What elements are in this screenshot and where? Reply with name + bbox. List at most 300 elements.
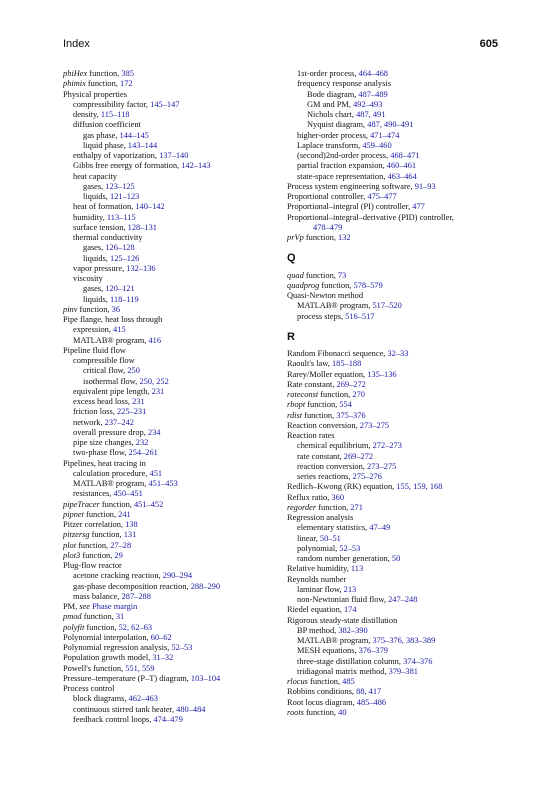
- entry-term: frequency response analysis: [297, 79, 391, 89]
- page-reference-link[interactable]: 132–136: [126, 263, 156, 273]
- index-entry: [63, 653, 275, 663]
- entry-term-suffix: function,: [76, 540, 111, 550]
- page-reference-link[interactable]: 113: [350, 564, 364, 574]
- entry-term-suffix: function,: [99, 499, 134, 509]
- page-reference-link[interactable]: 269–272: [343, 451, 374, 461]
- index-subentry: [63, 120, 275, 130]
- entry-term: pmod: [63, 612, 82, 622]
- index-entry: [287, 431, 502, 441]
- index-subentry: [63, 715, 275, 725]
- entry-term-suffix: function,: [303, 233, 338, 242]
- entry-term: roots: [287, 707, 304, 717]
- entry-term: Gibbs free energy of formation,: [73, 161, 182, 171]
- index-subentry: [287, 636, 502, 646]
- page-reference-link[interactable]: 551, 559: [125, 663, 155, 673]
- page-reference-link[interactable]: 125–126: [110, 253, 140, 263]
- entry-term: prVp: [287, 233, 304, 242]
- page-reference-link[interactable]: 213: [343, 584, 357, 594]
- index-subentry: [63, 192, 275, 202]
- index-entry: [63, 684, 275, 694]
- index-subentry: [287, 452, 502, 462]
- page-reference-link[interactable]: 516–517: [345, 311, 375, 321]
- index-subentry: [287, 554, 502, 564]
- page-reference-link[interactable]: 269–272: [336, 379, 366, 389]
- index-subentry: [63, 694, 275, 704]
- page-reference-link[interactable]: 517–520: [372, 301, 402, 311]
- entry-term: MATLAB® program,: [297, 636, 373, 645]
- page-reference-link[interactable]: 172: [120, 79, 133, 89]
- index-entry: [63, 79, 275, 89]
- page-reference-link[interactable]: 52–53: [171, 643, 193, 652]
- page-reference-link[interactable]: 451: [149, 468, 163, 478]
- entry-term-suffix: function,: [303, 707, 339, 717]
- page-reference-link[interactable]: 247–248: [388, 595, 418, 604]
- entry-term: linear,: [297, 533, 320, 543]
- index-subentry: [287, 626, 502, 636]
- entry-term: reaction conversion,: [297, 461, 367, 471]
- page-reference-link[interactable]: 254–261: [128, 448, 158, 458]
- running-title: Index: [63, 38, 90, 50]
- see-reference-link[interactable]: Phase margin: [92, 602, 138, 611]
- page-reference-link[interactable]: 155, 159, 168: [396, 482, 443, 492]
- entry-term: liquid phase,: [83, 140, 128, 150]
- page-reference-link[interactable]: 492–493: [353, 99, 383, 109]
- index-subentry: [63, 202, 275, 212]
- index-entry: [287, 291, 502, 301]
- index-subentry: [63, 418, 275, 428]
- page-reference-link[interactable]: 135–136: [367, 369, 397, 379]
- index-entry: [287, 698, 502, 708]
- entry-term: GM and PM,: [307, 99, 354, 109]
- page-reference-link[interactable]: 131: [123, 530, 137, 540]
- page-reference-link[interactable]: 132: [337, 233, 351, 242]
- index-subentry: [63, 448, 275, 458]
- entry-term: feedback control loops,: [73, 714, 154, 724]
- index-subentry: [287, 79, 502, 89]
- page-reference-link[interactable]: 468–471: [390, 151, 420, 160]
- index-subentry: [63, 582, 275, 592]
- page-reference-link[interactable]: 459–460: [362, 140, 392, 150]
- page-reference-link[interactable]: 477: [412, 202, 425, 212]
- index-subentry: [287, 120, 502, 130]
- entry-term-suffix: function,: [318, 390, 353, 399]
- page-reference-link[interactable]: 52–53: [339, 543, 361, 553]
- page-reference-link[interactable]: 91–93: [414, 181, 436, 191]
- entry-term-suffix: function,: [319, 280, 354, 290]
- page-reference-link[interactable]: 272–273: [372, 441, 402, 451]
- page-reference-link[interactable]: 40: [338, 707, 347, 717]
- page-reference-link[interactable]: 460–461: [386, 161, 417, 171]
- index-subentry: [287, 657, 502, 667]
- index-subentry: [63, 356, 275, 366]
- entry-term: pipe size changes,: [73, 438, 136, 447]
- entry-term: series reactions,: [297, 472, 353, 481]
- entry-term: overall pressure drop,: [73, 427, 148, 437]
- entry-term: partial fraction expansion,: [297, 161, 387, 171]
- entry-term: two-phase flow,: [73, 448, 129, 458]
- entry-term: expression,: [73, 325, 114, 335]
- entry-term: MATLAB® program,: [73, 479, 149, 488]
- entry-term: liquids,: [83, 192, 110, 201]
- entry-term: gases,: [83, 243, 106, 253]
- entry-term: higher-order process,: [297, 130, 371, 140]
- entry-term: gas-phase decomposition reaction,: [73, 581, 191, 591]
- page-reference-link[interactable]: 31: [115, 612, 125, 622]
- index-subentry: [63, 243, 275, 253]
- page-reference-link[interactable]: 174: [343, 605, 357, 615]
- page-reference-link[interactable]: 118–119: [110, 294, 139, 304]
- index-entry: [63, 602, 275, 612]
- entry-term: pinv: [63, 304, 78, 314]
- index-letter-heading: Q: [287, 252, 296, 265]
- page-reference-link[interactable]: 88, 417: [356, 687, 382, 697]
- page-reference-link[interactable]: 375–376: [336, 410, 366, 420]
- index-entry: [287, 411, 502, 421]
- page-reference-link[interactable]: 374–376: [403, 656, 433, 666]
- entry-term: Nichols chart,: [307, 110, 357, 119]
- index-entry: [287, 605, 502, 615]
- page-reference-link[interactable]: 234: [147, 427, 161, 437]
- index-entry: [287, 513, 502, 523]
- page-reference-link[interactable]: 273–275: [367, 461, 397, 471]
- index-entry: [287, 575, 502, 585]
- index-subentry: [63, 397, 275, 407]
- entry-term: tridiagonal matrix method,: [297, 666, 389, 676]
- index-subentry: [63, 274, 275, 284]
- index-entry: [63, 520, 275, 530]
- index-entry: [63, 510, 275, 520]
- entry-term: rbopt: [287, 400, 306, 410]
- entry-term: rlocus: [287, 677, 308, 686]
- index-entry: [287, 281, 502, 291]
- page-reference-link[interactable]: 185–188: [331, 359, 362, 369]
- entry-term: Reynolds number: [287, 574, 347, 584]
- entry-term: isothermal flow,: [83, 376, 140, 386]
- page-reference-link[interactable]: 462–463: [128, 694, 158, 704]
- index-entry: [63, 612, 275, 622]
- page-reference-link[interactable]: 113–115: [106, 212, 136, 222]
- entry-term: resistances,: [73, 489, 114, 499]
- entry-term: Regression analysis: [287, 513, 354, 522]
- page-reference-link[interactable]: 485–486: [356, 697, 387, 707]
- entry-term: Laplace transform,: [297, 140, 363, 150]
- entry-term: gases,: [83, 181, 106, 191]
- index-subentry: [287, 69, 502, 79]
- index-subentry: [287, 161, 502, 171]
- page-reference-link[interactable]: 275–276: [352, 472, 382, 481]
- page-reference-link[interactable]: 27–28: [110, 540, 132, 550]
- index-entry: [63, 674, 275, 684]
- index-entry: [287, 233, 502, 243]
- entry-term: thermal conductivity: [73, 233, 143, 242]
- page-reference-link[interactable]: 360: [331, 492, 344, 502]
- entry-term: critical flow,: [83, 366, 128, 376]
- index-subentry: [63, 151, 275, 161]
- index-subentry: [63, 366, 275, 376]
- index-subentry: [287, 151, 502, 161]
- entry-term: quadprog: [287, 280, 320, 290]
- page-reference-link[interactable]: 451–452: [133, 499, 164, 509]
- index-subentry: [63, 172, 275, 182]
- page-reference-link[interactable]: 231: [151, 386, 165, 396]
- entry-term: rateconst: [287, 390, 319, 399]
- page-reference-link[interactable]: 31–32: [152, 653, 174, 663]
- index-subentry: [287, 595, 502, 605]
- entry-term: Population growth model,: [63, 653, 153, 663]
- page-reference-link[interactable]: 250, 252: [139, 376, 169, 386]
- index-subentry: [287, 544, 502, 554]
- index-entry: [63, 623, 275, 633]
- index-subentry: [287, 223, 502, 233]
- entry-term: non-Newtonian fluid flow,: [297, 595, 389, 604]
- entry-term: Reflux ratio,: [287, 492, 332, 502]
- index-entry: [287, 493, 502, 503]
- entry-term-suffix: function,: [89, 530, 124, 540]
- index-entry: [287, 359, 502, 369]
- page-header: [63, 38, 498, 52]
- index-subentry: [63, 705, 275, 715]
- entry-term: polyfit: [63, 622, 85, 632]
- page-reference-link[interactable]: 50: [391, 554, 401, 563]
- index-entry: [287, 677, 502, 687]
- page-reference-link[interactable]: 382–390: [338, 625, 368, 635]
- page-reference-link[interactable]: 487, 491: [356, 110, 386, 119]
- index-subentry: [287, 585, 502, 595]
- index-subentry: [63, 254, 275, 264]
- entry-term-suffix: function,: [84, 622, 119, 632]
- index-entry: [63, 551, 275, 561]
- page-reference-link[interactable]: 143–144: [127, 140, 158, 150]
- entry-term: liquids,: [83, 294, 110, 304]
- index-subentry: [63, 161, 275, 171]
- page-reference-link[interactable]: 451–453: [148, 479, 178, 488]
- index-subentry: [63, 469, 275, 479]
- page-reference-link[interactable]: 487, 490–491: [367, 120, 414, 130]
- entry-term: Pitzer correlation,: [63, 520, 126, 529]
- entry-term: liquids,: [83, 253, 110, 263]
- entry-term: phimix: [63, 79, 86, 89]
- index-entry: [63, 315, 275, 325]
- page-reference-link[interactable]: 376–379: [358, 646, 388, 656]
- index-subentry: [287, 646, 502, 656]
- entry-term: process steps,: [297, 311, 346, 321]
- page-reference-link[interactable]: 47–49: [369, 523, 391, 533]
- index-entry: [287, 708, 502, 718]
- index-subentry: [63, 141, 275, 151]
- index-entry: [63, 459, 275, 469]
- page-reference-link[interactable]: 29: [114, 550, 123, 560]
- page-reference-link[interactable]: 250: [127, 366, 140, 376]
- entry-term: Process control: [63, 684, 115, 693]
- index-subentry: [63, 571, 275, 581]
- index-entry: [63, 69, 275, 79]
- entry-term: Pipe flange, heat loss through: [63, 315, 163, 324]
- page-reference-link[interactable]: 137–140: [159, 151, 189, 160]
- index-subentry: [287, 172, 502, 182]
- page-reference-link[interactable]: 36: [111, 304, 120, 314]
- page-reference-link[interactable]: 385: [121, 69, 134, 78]
- index-subentry: [287, 100, 502, 110]
- index-subentry: [63, 264, 275, 274]
- page-reference-link[interactable]: 288–290: [190, 581, 220, 591]
- entry-term: mass balance,: [73, 591, 122, 601]
- index-subentry: [63, 489, 275, 499]
- index-subentry: [63, 213, 275, 223]
- index-entry: [63, 643, 275, 653]
- page-reference-link[interactable]: 478–479: [313, 222, 343, 232]
- entry-term: Quasi-Newton method: [287, 291, 364, 300]
- entry-term-suffix: function,: [81, 612, 116, 622]
- index-subentry: [63, 387, 275, 397]
- page-reference-link[interactable]: 475–477: [367, 192, 397, 201]
- index-subentry: [63, 131, 275, 141]
- page-reference-link[interactable]: 464–468: [358, 69, 388, 78]
- page-reference-link[interactable]: 287–288: [121, 591, 151, 601]
- page-reference-link[interactable]: 140–142: [135, 202, 165, 212]
- page-reference-link[interactable]: 145–147: [150, 99, 180, 109]
- page-reference-link[interactable]: 237–242: [104, 417, 134, 427]
- entry-term-suffix: function,: [83, 509, 119, 519]
- page-reference-link[interactable]: 32–33: [387, 349, 409, 358]
- index-subentry: [63, 438, 275, 448]
- index-entry: [287, 390, 502, 400]
- entry-term: vapor pressure,: [73, 263, 127, 273]
- page-number: 605: [479, 38, 498, 50]
- entry-term: density,: [73, 110, 101, 119]
- entry-term: excess head loss,: [73, 397, 133, 406]
- page-reference-link[interactable]: 578–579: [353, 280, 383, 290]
- index-subentry: [287, 441, 502, 451]
- page-reference-link[interactable]: 485: [342, 677, 355, 686]
- entry-term: laminar flow,: [297, 584, 344, 594]
- index-subentry: [63, 284, 275, 294]
- entry-term: MATLAB® program,: [73, 335, 149, 345]
- page-reference-link[interactable]: 231: [132, 397, 145, 406]
- entry-term: Bode diagram,: [307, 89, 359, 99]
- page-reference-link[interactable]: 73: [337, 270, 347, 280]
- page-reference-link[interactable]: 471–474: [370, 130, 400, 140]
- index-entry: [287, 349, 502, 359]
- entry-term: Pipeline fluid flow: [63, 345, 126, 355]
- entry-term-suffix: function,: [307, 677, 343, 686]
- index-subentry: [63, 110, 275, 120]
- page-reference-link[interactable]: 450–451: [113, 489, 143, 499]
- page-reference-link[interactable]: 241: [118, 509, 131, 519]
- entry-term: compressible flow: [73, 356, 135, 365]
- index-subentry: [63, 223, 275, 233]
- entry-term: MESH equations,: [297, 646, 359, 656]
- entry-term: Polynomial regression analysis,: [63, 643, 172, 652]
- entry-term: heat of formation,: [73, 202, 136, 212]
- index-subentry: [63, 592, 275, 602]
- page-reference-link[interactable]: 115–118: [100, 110, 130, 119]
- index-entry: [287, 202, 502, 212]
- page-reference-link[interactable]: 60–62: [150, 632, 172, 642]
- index-entry: [63, 500, 275, 510]
- entry-term: gases,: [83, 284, 106, 294]
- index-entry: [63, 633, 275, 643]
- index-subentry: [63, 325, 275, 335]
- index-subentry: [63, 377, 275, 387]
- page-reference-link[interactable]: 144–145: [119, 130, 149, 140]
- page-reference-link[interactable]: 415: [113, 325, 126, 335]
- entry-term: pipnet: [63, 509, 84, 519]
- entry-term: MATLAB® program,: [297, 301, 373, 311]
- page-reference-link[interactable]: 375–376, 383–389: [372, 636, 436, 645]
- index-entry: [287, 503, 502, 513]
- index-subentry: [287, 472, 502, 482]
- page-reference-link[interactable]: 121–123: [110, 192, 140, 201]
- index-subentry: [63, 428, 275, 438]
- page-reference-link[interactable]: 50–51: [319, 533, 341, 543]
- index-entry: [63, 561, 275, 571]
- page-reference-link[interactable]: 480–484: [176, 704, 206, 714]
- entry-term: heat capacity: [73, 171, 117, 181]
- index-entry: [63, 90, 275, 100]
- page-reference-link[interactable]: 271: [350, 502, 363, 512]
- index-subentry: [287, 141, 502, 151]
- page-reference-link[interactable]: 126–128: [105, 243, 135, 253]
- entry-term-suffix: function,: [80, 550, 115, 560]
- index-entry: [63, 530, 275, 540]
- page-reference-link[interactable]: 142–143: [181, 161, 211, 171]
- entry-term: continuous stirred tank heater,: [73, 704, 177, 714]
- page-reference-link[interactable]: 487–489: [358, 89, 388, 99]
- entry-term: Powell's function,: [63, 663, 126, 673]
- entry-term: block diagrams,: [73, 694, 129, 704]
- entry-term: Riedel equation,: [287, 605, 344, 615]
- page-reference-link[interactable]: 123–125: [105, 181, 135, 191]
- page-reference-link[interactable]: 232: [135, 438, 149, 447]
- index-column-right: [287, 69, 502, 718]
- entry-term: three-stage distillation column,: [297, 656, 404, 666]
- page-reference-link[interactable]: 120–121: [105, 284, 135, 294]
- entry-term: calculation procedure,: [73, 468, 150, 478]
- entry-term-suffix: function,: [87, 69, 122, 78]
- entry-term: equivalent pipe length,: [73, 386, 152, 396]
- page-reference-link[interactable]: 290–294: [162, 571, 193, 581]
- index-subentry: [63, 233, 275, 243]
- page-reference-link[interactable]: 474–479: [153, 714, 183, 724]
- entry-term: Robbins conditions,: [287, 687, 357, 697]
- index-entry: [63, 541, 275, 551]
- page-reference-link[interactable]: 416: [148, 335, 162, 345]
- page-reference-link[interactable]: 225–231: [116, 407, 147, 417]
- entry-term: Random Fibonacci sequence,: [287, 349, 388, 358]
- page-reference-link[interactable]: 128–131: [127, 222, 157, 232]
- index-entry: [287, 192, 502, 202]
- index-letter-heading: R: [287, 330, 295, 343]
- page-reference-link[interactable]: 270: [352, 390, 365, 399]
- entry-term-suffix: function,: [305, 400, 340, 410]
- entry-term: Raoult's law,: [287, 359, 332, 369]
- index-subentry: [287, 462, 502, 472]
- entry-term: random number generation,: [297, 554, 392, 563]
- entry-term: Rarey/Moller equation,: [287, 369, 368, 379]
- index-entry: [287, 564, 502, 574]
- page-reference-link[interactable]: 52, 62–63: [118, 622, 153, 632]
- page-reference-link[interactable]: 554: [339, 400, 352, 410]
- index-entry: [63, 346, 275, 356]
- page-reference-link[interactable]: 463–464: [387, 171, 417, 181]
- index-subentry: [63, 336, 275, 346]
- page-reference-link[interactable]: 379–381: [388, 666, 418, 676]
- page-reference-link[interactable]: 103–104: [190, 673, 221, 683]
- entry-term: state-space representation,: [297, 171, 388, 181]
- page-reference-link[interactable]: 273–275: [359, 420, 390, 430]
- page-reference-link[interactable]: 138: [125, 520, 138, 529]
- entry-term-suffix: function,: [77, 304, 112, 314]
